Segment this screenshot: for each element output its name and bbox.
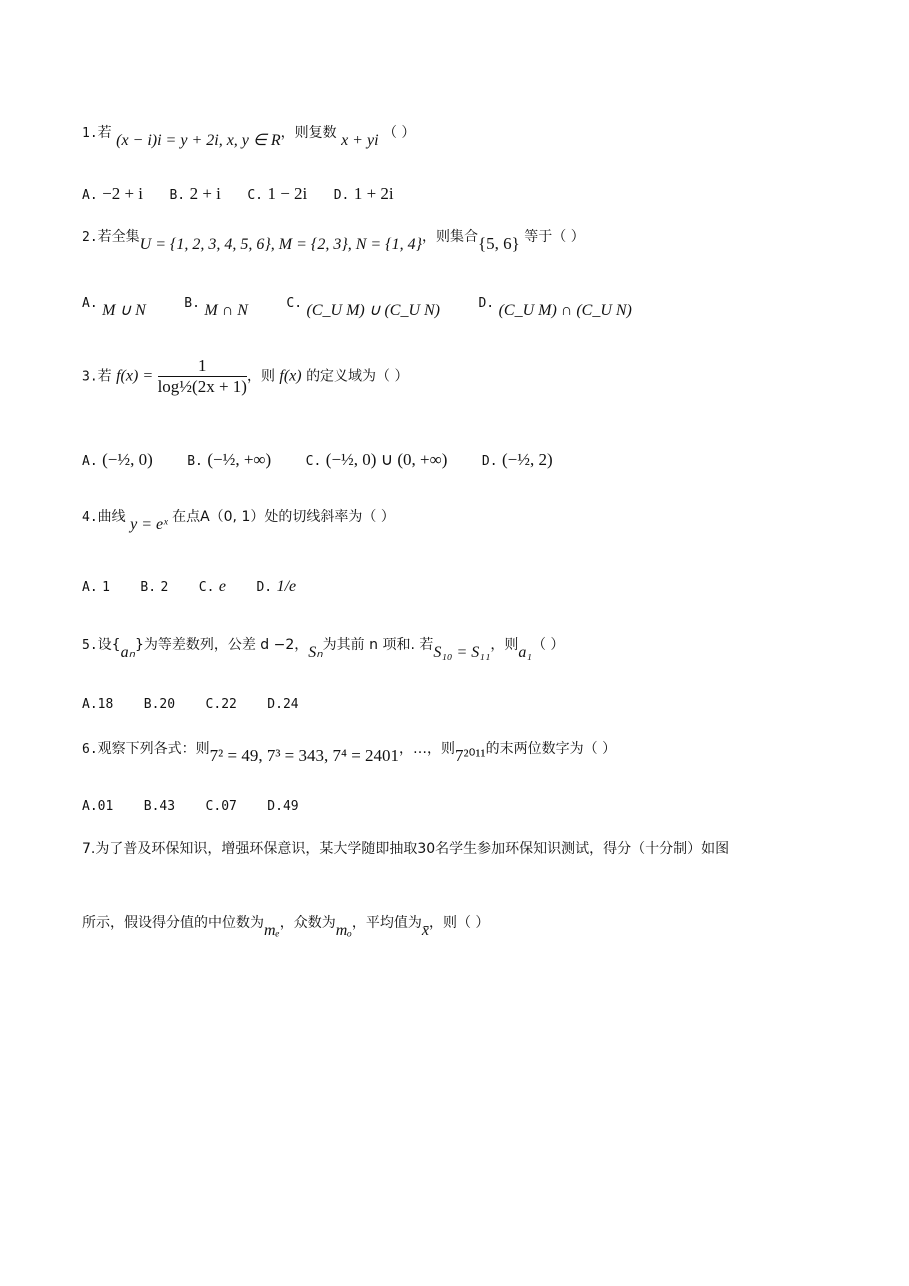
question-6 [82, 738, 617, 765]
option-value: 1 − 2i [267, 184, 308, 203]
option-label: D. [256, 580, 273, 595]
option-value: e [218, 578, 226, 595]
option-d [478, 294, 632, 319]
option-label: C. [305, 454, 322, 469]
question-text: ，…，则 [399, 741, 456, 757]
question-text: 的定义域为（ ） [306, 368, 409, 385]
question-5-options [82, 696, 321, 712]
function-lhs: f(x) = [116, 367, 154, 385]
question-text: 为其前 n 项和. 若 [322, 637, 434, 653]
question-text: ，则（ ） [428, 915, 490, 931]
option-value: 01 [97, 799, 114, 814]
option-a [82, 184, 143, 204]
question-text: 观察下列各式：则 [97, 741, 210, 757]
question-text: 若全集 [97, 229, 140, 245]
option-value: 43 [159, 799, 176, 814]
median-symbol: mₑ [264, 922, 280, 939]
option-value: 22 [221, 697, 237, 712]
option-label: A. [82, 580, 98, 595]
option-b [144, 696, 175, 712]
question-text: 若 [97, 368, 112, 385]
option-b [184, 294, 248, 319]
option-value: 49 [282, 799, 299, 814]
first-term: a₁ [518, 644, 532, 661]
expression: x + yi [341, 132, 379, 149]
option-value: (−½, 2) [501, 450, 553, 469]
option-label: A. [82, 697, 98, 712]
question-4-options [82, 578, 318, 596]
option-label: C. [205, 697, 222, 712]
target-set: {5, 6} [478, 234, 520, 253]
mode-symbol: mₒ [335, 922, 352, 939]
option-c [286, 292, 440, 319]
option-label: D. [333, 188, 350, 203]
question-number: 6. [82, 742, 98, 757]
option-d [267, 798, 298, 814]
option-label: B. [187, 454, 203, 469]
option-b [140, 579, 168, 595]
option-b [144, 798, 175, 814]
question-2 [82, 226, 585, 253]
question-number: 1. [82, 126, 98, 141]
equation: y = eˣ [130, 516, 168, 533]
question-number: 4. [82, 510, 98, 525]
option-label: B. [140, 580, 157, 595]
option-value: (−½, +∞) [207, 450, 272, 469]
question-text: 若 [97, 125, 112, 141]
option-value: 20 [159, 697, 176, 712]
option-c [206, 798, 237, 814]
option-label: B. [184, 296, 200, 311]
fraction-numerator: 1 [158, 356, 247, 377]
option-c [206, 696, 237, 712]
function-name: f(x) [279, 367, 302, 385]
power-term: 7²⁰¹¹ [455, 746, 486, 765]
option-a [82, 696, 113, 712]
option-label: B. [169, 188, 186, 203]
option-c [199, 578, 226, 596]
partial-sum: Sₙ [308, 644, 323, 661]
option-a [82, 292, 146, 319]
option-label: B. [143, 799, 160, 814]
option-b [187, 450, 271, 470]
question-6-options [82, 798, 321, 814]
option-a [82, 798, 113, 814]
option-value: 24 [282, 697, 299, 712]
option-label: C. [247, 188, 263, 203]
question-text: ，众数为 [279, 915, 336, 931]
option-label: D. [481, 454, 498, 469]
option-a [82, 579, 110, 595]
option-a [82, 450, 153, 470]
fraction-denominator: log½(2x + 1) [157, 377, 247, 396]
option-c [247, 184, 307, 204]
option-b [169, 184, 220, 204]
option-value: 1 + 2i [353, 184, 394, 203]
option-value: 2 [160, 580, 169, 595]
question-text: 的末两位数字为（ ） [485, 741, 617, 757]
option-label: C. [198, 580, 215, 595]
question-text: ，则集合 [422, 229, 478, 245]
option-value: (C_U M) ∪ (C_U N) [306, 302, 440, 319]
question-text: ，平均值为 [351, 915, 422, 931]
equation: (x − i)i = y + 2i, x, y ∈ R [116, 132, 281, 149]
option-value: M ∩ N [204, 302, 248, 319]
option-d [267, 696, 298, 712]
option-value: 1/e [276, 578, 297, 595]
option-d [256, 578, 296, 596]
option-label: D. [267, 697, 283, 712]
question-text: 设{ [97, 637, 121, 653]
question-text: ，则 [246, 368, 275, 385]
option-value: 07 [221, 799, 237, 814]
option-label: C. [286, 296, 303, 311]
question-number: 5. [82, 638, 98, 653]
question-text: 在点A（0, 1）处的切线斜率为（ ） [172, 509, 395, 525]
option-d [334, 184, 394, 204]
option-label: D. [478, 296, 495, 311]
set-definitions: U = {1, 2, 3, 4, 5, 6}, M = {2, 3}, N = {1, 4} [139, 236, 422, 253]
question-2-options [82, 292, 654, 319]
option-d [482, 450, 553, 470]
question-3-options [82, 450, 575, 470]
option-value: −2 + i [102, 184, 144, 203]
mean-symbol: x̄ [421, 922, 429, 939]
fraction [158, 356, 247, 397]
option-label: B. [143, 697, 160, 712]
option-value: (−½, 0) [102, 450, 153, 469]
question-5 [82, 634, 565, 661]
option-value: 2 + i [189, 184, 221, 203]
power-equations: 7² = 49, 7³ = 343, 7⁴ = 2401 [209, 746, 400, 765]
answer-paren: （ ） [382, 125, 416, 141]
question-1-options [82, 184, 416, 204]
option-value: M ∪ N [102, 302, 146, 319]
option-label: D. [267, 799, 283, 814]
question-1 [82, 122, 416, 149]
question-number: 2. [82, 230, 98, 245]
option-label: A. [82, 188, 98, 203]
option-c [306, 450, 448, 470]
answer-paren: （ ） [531, 637, 565, 653]
question-text: 曲线 [97, 509, 126, 525]
question-4 [82, 506, 395, 533]
condition: S₁₀ = S₁₁ [433, 644, 491, 661]
question-number: 3. [82, 369, 98, 385]
option-label: A. [82, 454, 98, 469]
question-text: 等于（ ） [524, 229, 585, 245]
question-7-line-2 [82, 912, 490, 939]
option-value: (−½, 0) ∪ (0, +∞) [325, 450, 448, 469]
option-label: A. [82, 296, 98, 311]
question-7-line-1: 7.为了普及环保知识，增强环保意识，某大学随即抽取30名学生参加环保知识测试，得分（十分制）如图 [82, 841, 730, 857]
question-3 [82, 356, 409, 397]
sequence-term: aₙ [120, 644, 135, 661]
option-value: (C_U M) ∩ (C_U N) [498, 302, 632, 319]
option-value: 1 [102, 580, 110, 595]
question-text: ，则 [490, 637, 519, 653]
question-text: 所示，假设得分值的中位数为 [82, 915, 264, 931]
option-value: 18 [97, 697, 114, 712]
question-text: ，则复数 [280, 125, 337, 141]
question-text: }为等差数列，公差 d −2， [134, 637, 309, 653]
option-label: A. [82, 799, 98, 814]
option-label: C. [205, 799, 222, 814]
